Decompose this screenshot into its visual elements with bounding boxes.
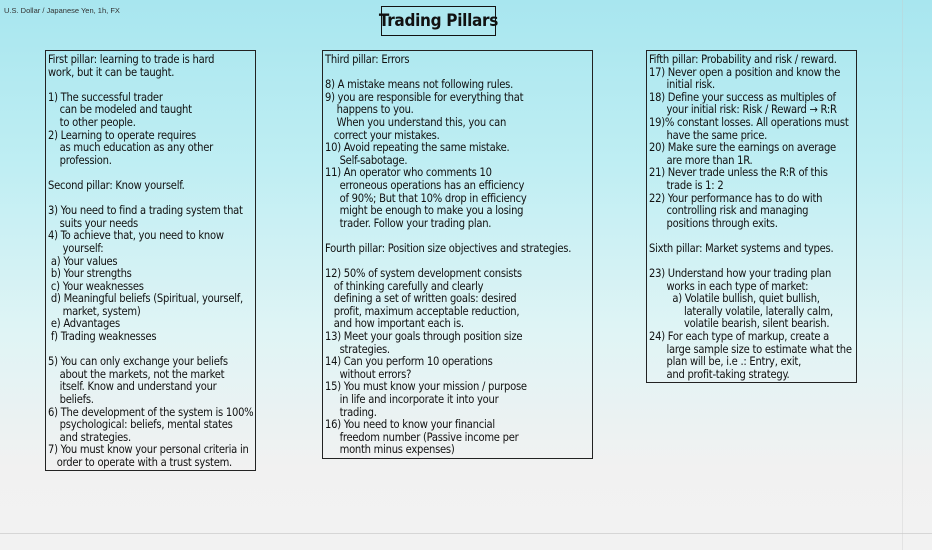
note-line: volatile bearish, silent bearish. [649,317,830,331]
note-line: Fourth pillar: Position size objectives and strategies. [325,241,572,255]
note-line: plan will be, i.e .: Entry, exit, [649,355,802,369]
note-line: 11) An operator who comments 10 [325,166,492,180]
note-line: large sample size to estimate what the [649,342,852,356]
note-line: to other people. [48,115,136,129]
note-line: trader. Follow your trading plan. [325,216,492,230]
note-line: are more than 1R. [649,153,753,167]
note-line: 1) The successful trader [48,90,163,104]
note-line: about the markets, not the market [48,367,225,381]
note-line: d) Meaningful beliefs (Spiritual, yourself, [48,292,243,306]
note-line: controlling risk and managing [649,204,809,218]
note-line: 10) Avoid repeating the same mistake. [325,141,510,155]
note-line: 13) Meet your goals through position size [325,330,523,344]
note-line: profession. [48,153,112,167]
note-line: work, but it can be taught. [48,65,175,79]
note-line: your initial risk: Risk / Reward → R:R [649,103,837,117]
note-line: itself. Know and understand your [48,380,217,394]
note-line: 19)% constant losses. All operations must [649,115,849,129]
note-line: and profit-taking strategy. [649,367,790,381]
note-line: of 90%; But that 10% drop in efficiency [325,191,527,205]
note-line: order to operate with a trust system. [48,456,232,469]
note-line: psychological: beliefs, mental states [48,418,233,432]
note-line: Fifth pillar: Probability and risk / reward. [649,53,837,66]
pillar-note-box-2[interactable] [322,50,593,459]
note-line: 17) Never open a position and know the [649,65,841,79]
price-scale-divider [902,0,903,550]
note-line: and how important each is. [325,317,464,331]
note-line: 18) Define your success as multiples of [649,90,836,104]
note-line: 9) you are responsible for everything that [325,90,524,104]
note-line: 14) Can you perform 10 operations [325,355,493,369]
note-line: in life and incorporate it into your [325,393,499,407]
note-line: First pillar: learning to trade is hard [48,53,215,66]
note-line: c) Your weaknesses [48,279,144,293]
note-line: 21) Never trade unless the R:R of this [649,166,828,180]
note-line: Sixth pillar: Market systems and types. [649,241,834,255]
note-line: profit, maximum acceptable reduction, [325,304,520,318]
note-line: f) Trading weaknesses [48,330,157,344]
note-line: defining a set of written goals: desired [325,292,517,306]
note-line: month minus expenses) [325,443,455,457]
note-line: suits your needs [48,216,139,230]
note-line: trade is 1: 2 [649,178,724,192]
note-line: happens to you. [325,103,414,117]
note-line: might be enough to make you a losing [325,204,524,218]
chart-symbol-label: U.S. Dollar / Japanese Yen, 1h, FX [4,6,120,15]
note-line: Third pillar: Errors [325,53,410,66]
chart-bottom-divider [0,533,932,534]
note-line: strategies. [325,342,390,356]
note-line: 12) 50% of system development consists [325,267,522,281]
note-line: Self-sabotage. [325,153,408,167]
note-line: positions through exits. [649,216,778,230]
pillar-note-box-3[interactable] [646,50,857,383]
note-line: 16) You need to know your financial [325,418,495,432]
note-line: yourself: [48,241,104,255]
note-line: beliefs. [48,393,94,407]
note-line: market, system) [48,304,141,318]
note-line: 6) The development of the system is 100% [48,405,254,419]
note-line: 23) Understand how your trading plan [649,267,832,281]
note-line: Second pillar: Know yourself. [48,178,185,192]
note-line: 20) Make sure the earnings on average [649,141,836,155]
note-line: 3) You need to find a trading system that [48,204,243,218]
note-line: 15) You must know your mission / purpose [325,380,527,394]
note-line: e) Advantages [48,317,120,331]
note-line: can be modeled and taught [48,103,192,117]
note-line: 22) Your performance has to do with [649,191,823,205]
note-line: 24) For each type of markup, create a [649,330,830,344]
note-line: of thinking carefully and clearly [325,279,484,293]
note-line: works in each type of market: [649,279,809,293]
note-line: 8) A mistake means not following rules. [325,78,514,92]
note-line: trading. [325,405,377,419]
note-line: 5) You can only exchange your beliefs [48,355,228,369]
note-line: initial risk. [649,78,715,92]
note-line: When you understand this, you can [325,115,507,129]
note-line: laterally volatile, laterally calm, [649,304,833,318]
pillar-note-box-1[interactable] [45,50,256,471]
page-title[interactable]: Trading Pillars [381,6,496,36]
note-line: 4) To achieve that, you need to know [48,229,224,243]
note-line: b) Your strengths [48,267,132,281]
note-line: and strategies. [48,430,131,444]
note-line: without errors? [325,367,412,381]
note-line: erroneous operations has an efficiency [325,178,525,192]
note-line: correct your mistakes. [325,128,440,142]
note-line: 7) You must know your personal criteria in [48,443,249,457]
note-line: a) Your values [48,254,118,268]
note-line [48,79,253,92]
note-line: as much education as any other [48,141,213,155]
note-line: have the same price. [649,128,768,142]
note-line: freedom number (Passive income per [325,430,519,444]
note-line: 2) Learning to operate requires [48,128,196,142]
note-line: a) Volatile bullish, quiet bullish, [649,292,820,306]
